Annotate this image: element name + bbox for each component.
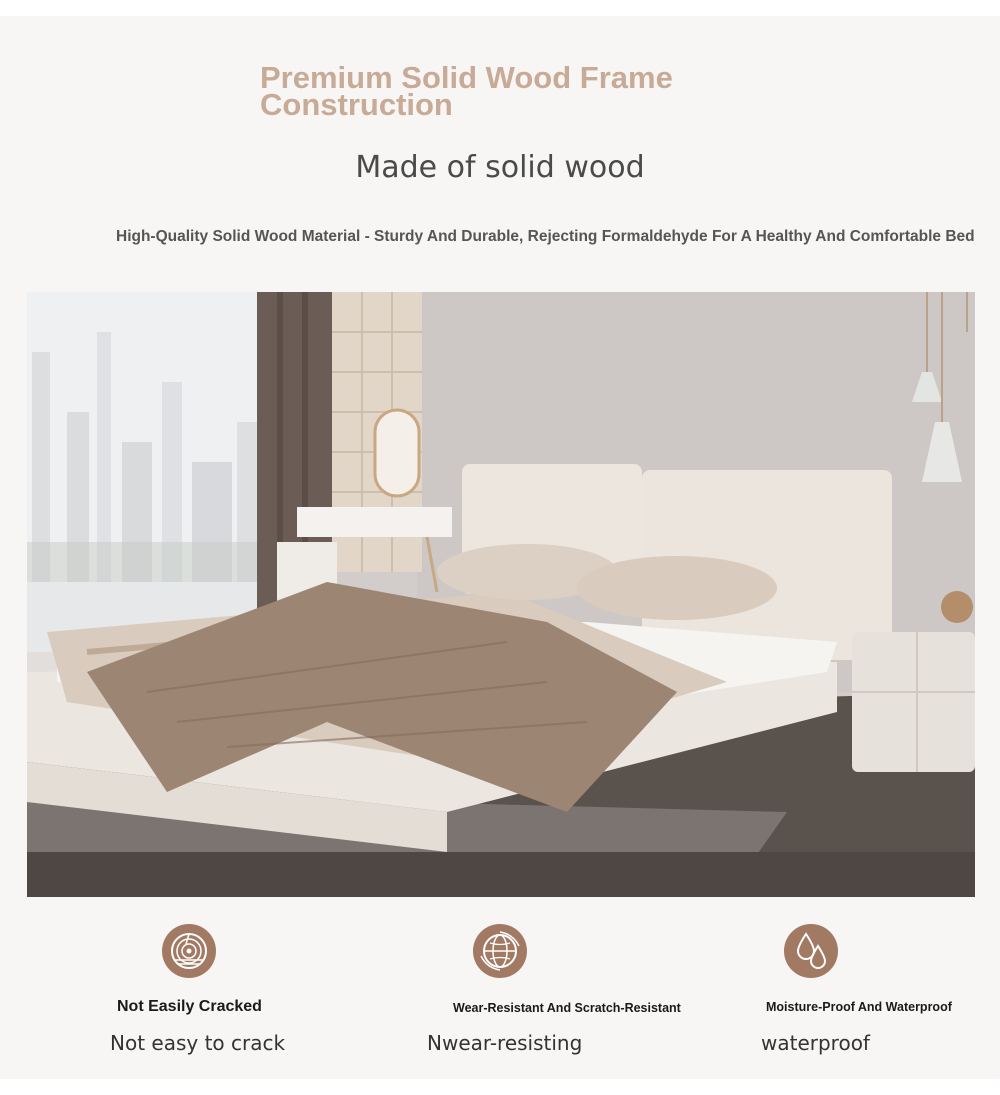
feature-sub-cracked: Not easy to crack: [110, 1031, 286, 1055]
bedroom-illustration: [27, 292, 975, 897]
page-subtitle: Made of solid wood: [355, 150, 645, 185]
feature-sub-moisture: waterproof: [761, 1031, 870, 1055]
feature-label-wear: Wear-Resistant And Scratch-Resistant: [453, 1001, 681, 1015]
feature-sub-wear: Nwear-resisting: [427, 1031, 583, 1055]
feature-label-moisture: Moisture-Proof And Waterproof: [766, 1000, 952, 1014]
bedroom-hero-image: [27, 292, 975, 897]
water-drops-icon: [784, 924, 838, 978]
page-title: Premium Solid Wood Frame Construction: [260, 60, 673, 122]
tagline: High-Quality Solid Wood Material - Sturdy And Durable, Rejecting Formaldehyde For A Healthy And Comfortable Bed: [116, 228, 975, 245]
wood-rings-icon: [162, 924, 216, 978]
feature-label-cracked: Not Easily Cracked: [117, 998, 262, 1015]
globe-leaf-icon: [473, 924, 527, 978]
